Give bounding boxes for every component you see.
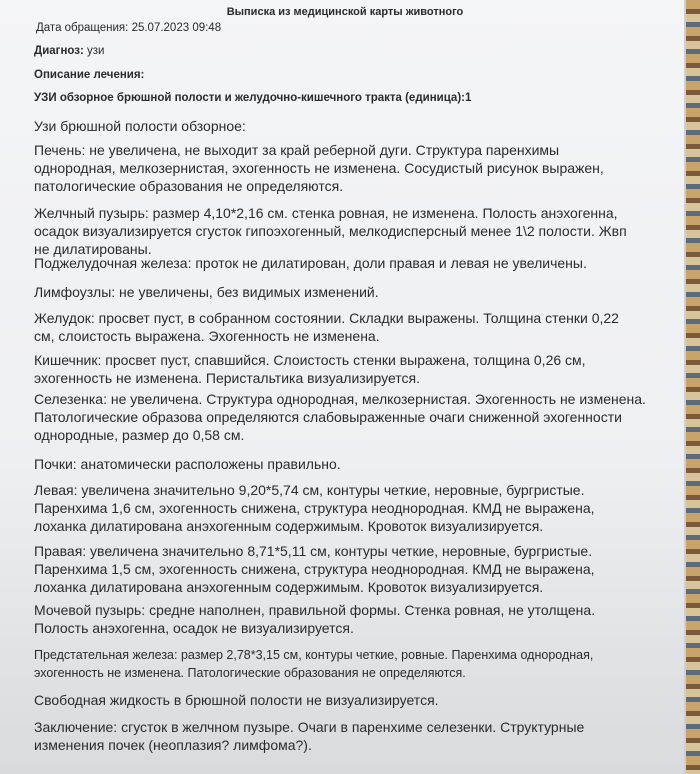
text-line: Заключение: сгусток в желчном пузыре. Очаги в паренхиме селезенки. Структурные (34, 719, 585, 735)
text-line: Поджелудочная железа: проток не дилатирован, доли правая и левая не увеличены. (34, 255, 587, 271)
paragraph-liver (34, 141, 604, 195)
text-line: Паренхима 1,5 см, эхогенность снижена, структура неоднородная. КМД не выражена, (34, 561, 595, 577)
treatment-label: Описание лечения: (34, 69, 145, 81)
paragraph-conclusion (34, 718, 584, 754)
text-line: патологические образования не определяются. (34, 178, 344, 194)
paragraph-lymph-nodes (34, 283, 379, 301)
service-line: УЗИ обзорное брюшной полости и желудочно-кишечного тракта (единица):1 (34, 92, 472, 104)
text-line: Лимфоузлы: не увеличены, без видимых изменений. (34, 284, 379, 300)
text-line: Правая: увеличена значительно 8,71*5,11 см, контуры четкие, неровные, бургристые. (34, 543, 593, 559)
diagnosis-value: узи (87, 45, 105, 57)
text-line: Предстательная железа: размер 2,78*3,15 см, контуры четкие, ровные. Паренхима однородная, (34, 648, 594, 662)
text-line: Селезенка: не увеличена. Структура однородная, мелкозернистая. Эхогенность не изменена. (34, 391, 646, 407)
text-line: Полость анэхогенна, осадок не визуализируется. (34, 620, 354, 636)
visit-date-label: Дата обращения: (36, 22, 129, 34)
paragraph-free-fluid (34, 691, 439, 709)
background-edge (686, 0, 700, 774)
text-line: однородные, размер до 0,58 см. (34, 427, 245, 443)
text-line: однородная, мелкозернистая, эхогенность не изменена. Сосудистый рисунок выражен, (34, 160, 604, 176)
text-line: см, слоистость выражена. Эхогенность не изменена. (34, 328, 380, 344)
text-line: лоханка дилатирована анэхогенным содержимым. Кровоток визуализируется. (34, 518, 544, 534)
text-line: Свободная жидкость в брюшной полости не визуализируется. (34, 692, 439, 708)
paragraph-intestine (34, 351, 586, 387)
text-line: Печень: не увеличена, не выходит за край реберной дуги. Структура паренхимы (34, 142, 560, 158)
diagnosis-label: Диагноз: (34, 45, 84, 57)
text-line: Мочевой пузырь: средне наполнен, правильной формы. Стенка ровная, не утолщена. (34, 602, 596, 618)
text-line: эхогенность не изменена. Патологические образования не определяются. (34, 666, 466, 680)
paper-edge (684, 0, 686, 774)
paragraph-right-kidney (34, 542, 595, 596)
paragraph-stomach (34, 309, 619, 345)
paragraph-bladder (34, 601, 595, 637)
text-line: Желчный пузырь: размер 4,10*2,16 см. стенка ровная, не изменена. Полость анэхогенна, (34, 205, 618, 221)
text-line: Левая: увеличена значительно 9,20*5,74 см, контуры четкие, неровные, бургристые. (34, 482, 585, 498)
text-line: лоханка дилатирована анэхогенным содержимым. Кровоток визуализируется. (34, 579, 544, 595)
text-line: Узи брюшной полости обзорное: (34, 118, 246, 134)
text-line: изменения почек (неоплазия? лимфома?). (34, 737, 312, 753)
text-line: не дилатированы. (34, 241, 152, 257)
text-line: Кишечник: просвет пуст, спавшийся. Слоистость стенки выражена, толщина 0,26 см, (34, 352, 586, 368)
document-title: Выписка из медицинской карты животного (226, 6, 464, 18)
diagnosis (34, 43, 104, 59)
paragraph-gallbladder (34, 204, 627, 258)
section-heading (34, 117, 246, 135)
text-line: осадок визуализируется сгусток гипоэхогенный, мелкодисперсный менее 1\2 полости. Жвп (34, 223, 627, 239)
paragraph-left-kidney (34, 481, 595, 535)
text-line: Патологические образова определяются слабовыраженные очаги сниженной эхогенности (34, 409, 622, 425)
paragraph-spleen (34, 390, 646, 444)
text-line: Паренхима 1,6 см, эхогенность снижена, структура неоднородная. КМД не выражена, (34, 500, 595, 516)
text-line: Почки: анатомически расположены правильно. (34, 456, 341, 472)
paragraph-prostate (34, 646, 593, 682)
visit-date (36, 20, 221, 36)
paragraph-kidneys (34, 455, 341, 473)
text-line: Желудок: просвет пуст, в собранном состоянии. Складки выражены. Толщина стенки 0,22 (34, 310, 619, 326)
text-line: эхогенность не изменена. Перистальтика визуализируется. (34, 370, 421, 386)
paragraph-pancreas (34, 254, 587, 272)
visit-date-value: 25.07.2023 09:48 (131, 22, 222, 34)
